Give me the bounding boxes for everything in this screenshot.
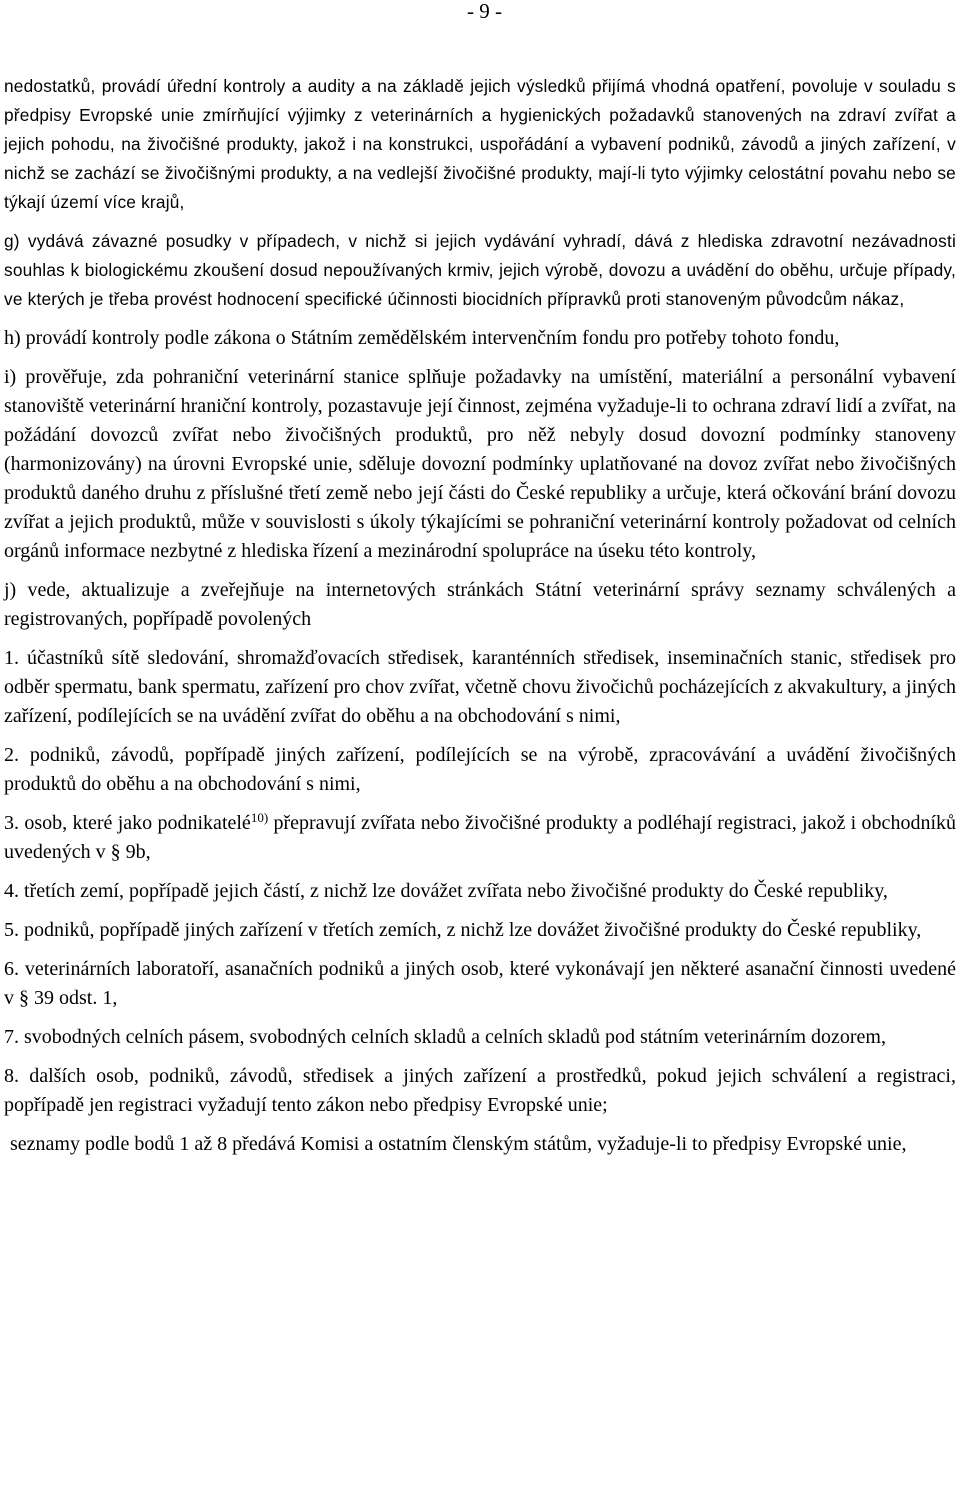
list-item-6: 6. veterinárních laboratoří, asanačních podniků a jiných osob, které vykonávají jen některé asanační činnosti uvedené v § 39 odst. 1, [4, 958, 956, 1009]
list-item-7: 7. svobodných celních pásem, svobodných celních skladů a celních skladů pod státním veterinárním dozorem, [4, 1026, 886, 1048]
list-item-2: 2. podniků, závodů, popřípadě jiných zařízení, podílejících se na výrobě, zpracovávání a uvádění živočišných produktů do oběhu a na obchodování s nimi, [4, 744, 956, 795]
closing-paragraph: seznamy podle bodů 1 až 8 předává Komisi a ostatním členským státům, vyžaduje-li to předpisy Evropské unie, [10, 1133, 907, 1155]
list-item-1: 1. účastníků sítě sledování, shromažďovacích středisek, karanténních středisek, inseminačních stanic, středisek pro odběr spermatu, bank spermatu, zařízení pro chov zvířat, včetně chovu živočichů pocházejících z akvakultury, a jiných zařízení, podílejících se na uvádění zvířat do oběhu a na obchodování s nimi, [4, 647, 956, 727]
list-item-8: 8. dalších osob, podniků, závodů, středisek a jiných zařízení a prostředků, pokud jejich schválení a registraci, popřípadě jen registraci vyžadují tento zákon nebo předpisy Evropské unie; [4, 1065, 956, 1116]
list-item-3-text-a: 3. osob, které jako podnikatelé [4, 812, 251, 834]
paragraph-h: h) provádí kontroly podle zákona o Státním zemědělském intervenčním fondu pro potřeby tohoto fondu, [4, 327, 840, 349]
document-body [4, 72, 956, 1159]
list-item-4: 4. třetích zemí, popřípadě jejich částí, z nichž lze dovážet zvířata nebo živočišné produkty do České republiky, [4, 880, 888, 902]
paragraph-f-continuation: nedostatků, provádí úřední kontroly a audity a na základě jejich výsledků přijímá vhodná opatření, povoluje v souladu s předpisy Evropské unie zmírňující výjimky z veterinárních a hygienických požadavků stanovených na zdraví zvířat a jejich pohodu, na živočišné produkty, jakož i na konstrukci, uspořádání a vybavení podniků, závodů a jiných zařízení, v nichž se zachází se živočišnými produkty, a na vedlejší živočišné produkty, mají-li tyto výjimky celostátní povahu nebo se týkají území více krajů, [4, 76, 956, 212]
list-item-3-text-b: přepravují zvířata nebo živočišné produkty a podléhají registraci, jakož i obchodníků uvedených v § 9b, [4, 812, 956, 863]
paragraph-j: j) vede, aktualizuje a zveřejňuje na internetových stránkách Státní veterinární správy seznamy schválených a registrovaných, popřípadě povolených [4, 579, 956, 630]
paragraph-i: i) prověřuje, zda pohraniční veterinární stanice splňuje požadavky na umístění, materiální a personální vybavení stanoviště veterinární hraniční kontroly, pozastavuje její činnost, zejména vyžaduje-li to ochrana zdraví lidí a zvířat, na požádání dovozců zvířat nebo živočišných produktů, pro něž nebyly dosud dovozní podmínky stanoveny (harmonizovány) na úrovni Evropské unie, sděluje dovozní podmínky uplatňované na dovoz zvířat nebo živočišných produktů daného druhu z příslušné třetí země nebo její části do České republiky a určuje, která očkování brání dovozu zvířat a jejich produktů, může v souvislosti s úkoly týkajícími se pohraniční veterinární kontroly požadovat od celních orgánů informace nezbytné z hlediska řízení a mezinárodní spolupráce na úseku této kontroly, [4, 366, 956, 562]
list-item-5: 5. podniků, popřípadě jiných zařízení v třetích zemích, z nichž lze dovážet živočišné produkty do České republiky, [4, 919, 922, 941]
paragraph-g: g) vydává závazné posudky v případech, v nichž si jejich vydávání vyhradí, dává z hlediska zdravotní nezávadnosti souhlas k biologickému zkoušení dosud nepoužívaných krmiv, jejich výrobě, dovozu a uvádění do oběhu, určuje případy, ve kterých je třeba provést hodnocení specifické účinnosti biocidních přípravků proti stanoveným původcům nákaz, [4, 231, 956, 309]
footnote-reference: 10) [250, 810, 269, 825]
page-number: - 9 - [467, 0, 502, 23]
list-item-3 [4, 809, 956, 867]
